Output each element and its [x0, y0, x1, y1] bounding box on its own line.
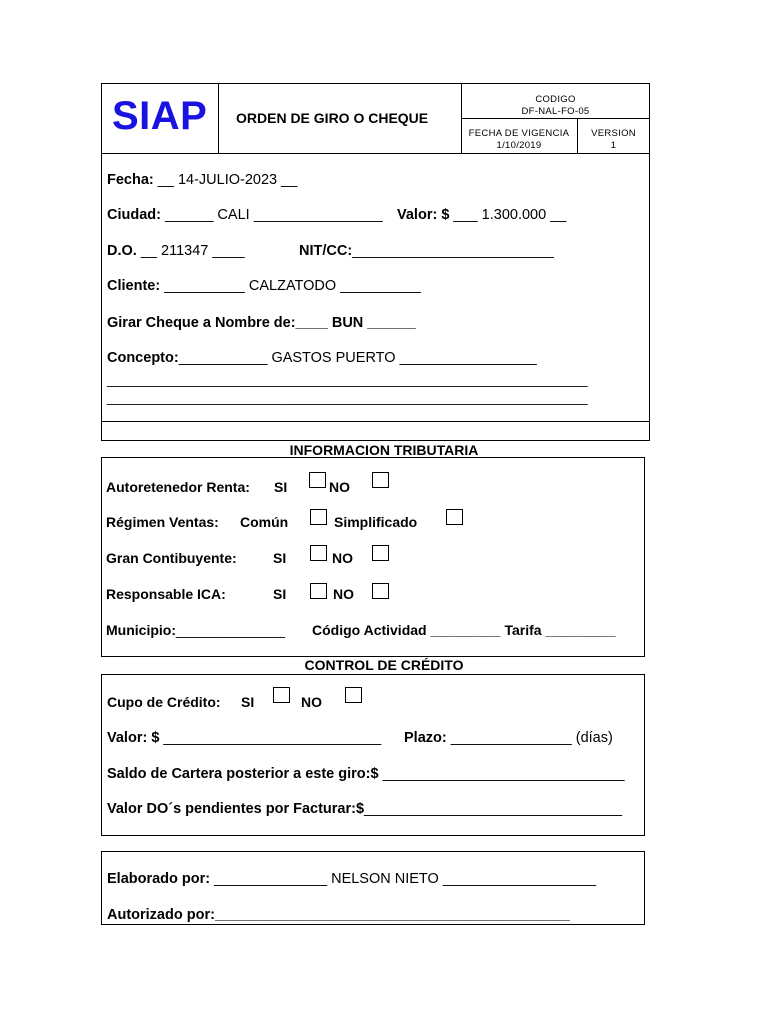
girar-post: ______ — [367, 315, 416, 331]
cliente-value: CALZATODO — [248, 278, 337, 294]
gran-si-label: SI — [273, 550, 287, 566]
cupo-no-label: NO — [301, 694, 322, 710]
pendientes-label: Valor DO´s pendientes por Facturar:$ — [107, 801, 365, 817]
cupo-si-label: SI — [241, 694, 255, 710]
version-value: 1 — [610, 140, 617, 151]
autoretenedor-no-label: NO — [329, 479, 350, 495]
do-pre: __ — [140, 243, 157, 259]
codigo-actividad-line: _________ — [430, 622, 501, 638]
ica-si-label: SI — [273, 586, 287, 602]
autorizado-label: Autorizado por: — [107, 907, 215, 923]
cupo-label: Cupo de Crédito: — [107, 694, 221, 710]
pendientes-line: ________________________________ — [364, 801, 623, 817]
codigo-label: CODIGO — [535, 94, 576, 105]
credito-valor-line: ___________________________ — [163, 730, 382, 746]
valor-value: 1.300.000 — [481, 207, 547, 223]
pendientes-row — [107, 801, 622, 817]
concepto-pre: ___________ — [178, 350, 268, 366]
cupo-si-checkbox[interactable] — [273, 687, 290, 703]
gran-no-checkbox[interactable] — [372, 545, 389, 561]
elaborado-pre: ______________ — [214, 871, 328, 887]
girar-label: Girar Cheque a Nombre de: — [107, 315, 296, 331]
cliente-pre: __________ — [164, 278, 245, 294]
do-value: 211347 — [161, 243, 209, 259]
autorizado-row — [107, 907, 570, 923]
codigo-actividad-label: Código Actividad — [312, 622, 427, 638]
municipio-label: Municipio: — [106, 622, 176, 638]
autoretenedor-si-label: SI — [274, 479, 288, 495]
codigo-value: DF-NAL-FO-05 — [521, 106, 590, 117]
fecha-vigencia-value: 1/10/2019 — [496, 140, 542, 151]
version-label: VERSION — [591, 128, 636, 139]
plazo-dias: (días) — [575, 730, 613, 746]
cliente-label: Cliente: — [107, 278, 161, 294]
regimen-simplificado-label: Simplificado — [334, 514, 418, 530]
autorizado-line: ____________________________________________ — [214, 907, 570, 923]
concepto-row — [107, 350, 537, 366]
valor-row — [397, 207, 566, 223]
elaborado-post: ___________________ — [442, 871, 597, 887]
ica-label: Responsable ICA: — [106, 586, 226, 602]
general-footer-row — [101, 421, 650, 441]
elaborado-row — [107, 871, 596, 887]
autoretenedor-label: Autoretenedor Renta: — [106, 479, 250, 495]
ica-no-checkbox[interactable] — [372, 583, 389, 599]
cliente-row — [107, 278, 421, 294]
valor-pre: ___ — [453, 207, 478, 223]
concepto-label: Concepto: — [107, 350, 179, 366]
credito-title: CONTROL DE CRÉDITO — [304, 657, 464, 673]
municipio-line: ______________ — [176, 622, 286, 638]
tarifa-line: _________ — [545, 622, 616, 638]
ciudad-label: Ciudad: — [107, 207, 161, 223]
saldo-label: Saldo de Cartera posterior a este giro:$ — [107, 766, 379, 782]
nit-label: NIT/CC: — [299, 243, 353, 259]
gran-si-checkbox[interactable] — [310, 545, 327, 561]
ica-si-checkbox[interactable] — [310, 583, 327, 599]
fecha-vigencia-label: FECHA DE VIGENCIA — [468, 128, 570, 139]
concepto-line-1: ________________________________________________________________ — [107, 372, 588, 387]
cliente-post: __________ — [340, 278, 421, 294]
do-label: D.O. — [107, 243, 137, 259]
page-title: ORDEN DE GIRO O CHEQUE — [236, 110, 429, 126]
do-post: ____ — [212, 243, 245, 259]
regimen-comun-checkbox[interactable] — [310, 509, 327, 525]
girar-value: BUN — [331, 315, 364, 331]
fecha-row — [107, 172, 297, 188]
concepto-value: GASTOS PUERTO — [271, 350, 396, 366]
plazo-line: _______________ — [450, 730, 572, 746]
credito-valor-label: Valor: $ — [107, 730, 160, 746]
saldo-row — [107, 766, 625, 782]
girar-row — [107, 315, 416, 331]
fecha-post: __ — [281, 172, 298, 188]
valor-post: __ — [550, 207, 567, 223]
ciudad-post: ________________ — [253, 207, 383, 223]
autoretenedor-no-checkbox[interactable] — [372, 472, 389, 488]
logo: SIAP — [112, 94, 208, 138]
do-row — [107, 243, 245, 259]
plazo-row — [404, 730, 613, 746]
saldo-line: ______________________________ — [382, 766, 625, 782]
header-divider-3 — [461, 118, 650, 119]
concepto-post: _________________ — [399, 350, 537, 366]
concepto-line-2: ________________________________________________________________ — [107, 390, 588, 405]
elaborado-label: Elaborado por: — [107, 871, 211, 887]
credito-valor-row — [107, 730, 381, 746]
plazo-label: Plazo: — [404, 730, 447, 746]
girar-pre: ____ — [295, 315, 328, 331]
ciudad-pre: ______ — [165, 207, 214, 223]
nit-row — [299, 243, 554, 259]
municipio-row — [106, 622, 285, 638]
nit-line: _________________________ — [352, 243, 554, 259]
regimen-label: Régimen Ventas: — [106, 514, 219, 530]
fecha-label: Fecha: — [107, 172, 154, 188]
fecha-pre: __ — [157, 172, 174, 188]
autoretenedor-si-checkbox[interactable] — [309, 472, 326, 488]
gran-no-label: NO — [332, 550, 353, 566]
ciudad-row — [107, 207, 383, 223]
regimen-comun-label: Común — [240, 514, 289, 530]
gran-contribuyente-label: Gran Contibuyente: — [106, 550, 237, 566]
ciudad-value: CALI — [217, 207, 250, 223]
valor-label: Valor: $ — [397, 207, 450, 223]
tarifa-label: Tarifa — [504, 622, 542, 638]
ica-no-label: NO — [333, 586, 354, 602]
codigo-actividad-row — [312, 622, 616, 638]
regimen-simplificado-checkbox[interactable] — [446, 509, 463, 525]
header-divider-1 — [218, 83, 219, 154]
tributaria-title: INFORMACION TRIBUTARIA — [289, 442, 479, 458]
fecha-value: 14-JULIO-2023 — [177, 172, 278, 188]
cupo-no-checkbox[interactable] — [345, 687, 362, 703]
elaborado-value: NELSON NIETO — [331, 871, 439, 887]
